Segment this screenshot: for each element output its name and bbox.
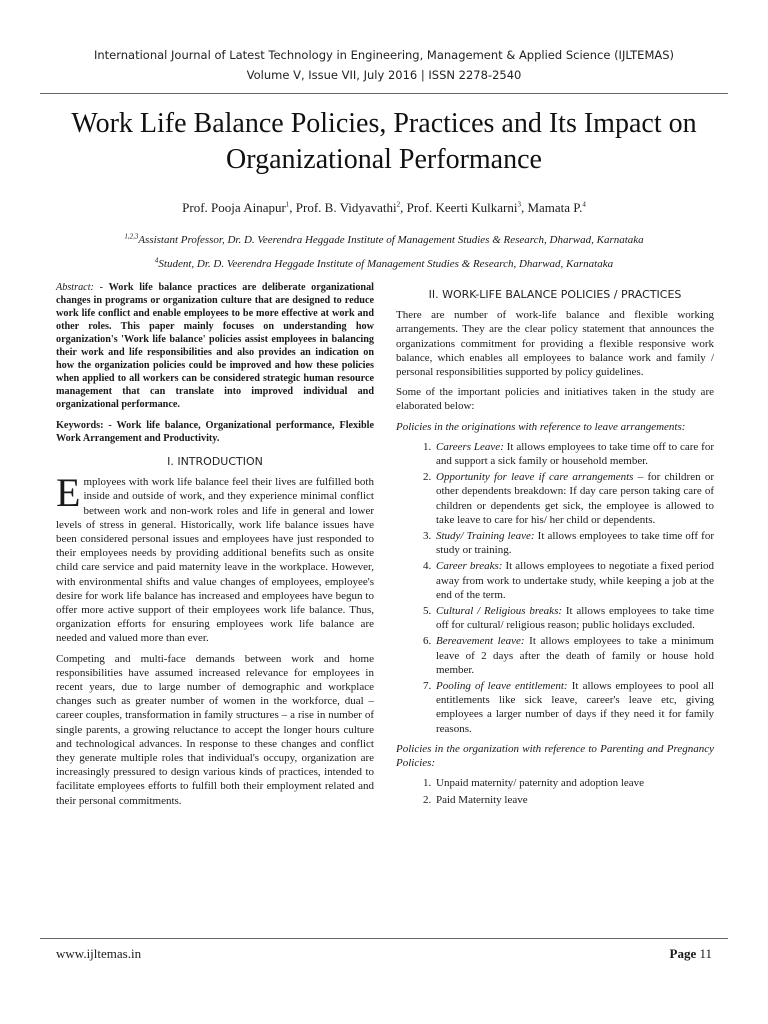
body-paragraph: Some of the important policies and initiatives taken in the study are elaborated below: xyxy=(396,386,714,413)
paper-title: Work Life Balance Policies, Practices and Its Impact on Organizational Performance xyxy=(71,108,697,175)
author: Prof. B. Vidyavathi$^2$, xyxy=(295,200,407,215)
list-item: 1. Careers Leave: It allows employees to take time off to care for and support a sick family or household member. xyxy=(434,440,714,468)
author-list xyxy=(0,200,768,216)
abstract: Abstract: - Work life balance practices are deliberate organizational changes in programs or organization culture that are designed to reduce work life conflict and enable employees to be more effective at work and other roles. This paper mainly focuses on understanding how organization's 'Work life balance' policies assist employees in balancing their work and life responsibilities and also provides an indication on how the organization policies could be improved and how these policies when applied to all workers can be considered strategic human resource management that can translate into improved individual and organizational performance. xyxy=(56,282,374,410)
subheading-parenting: Policies in the organization with reference to Parenting and Pregnancy Policies: xyxy=(396,742,714,770)
author: Prof. Keerti Kulkarni$^3$, xyxy=(406,200,528,215)
journal-issue: Volume V, Issue VII, July 2016 | ISSN 2278-2540 xyxy=(246,68,522,82)
leave-policy-list xyxy=(396,440,714,736)
list-item: 4. Career breaks: It allows employees to negotiate a fixed period away from work to undertake study, while keeping a job at the end of the term. xyxy=(434,559,714,602)
keywords: Keywords: - Work life balance, Organizational performance, Flexible Work Arrangement and Productivity. xyxy=(56,420,374,444)
parenting-policy-list xyxy=(396,776,714,806)
left-column xyxy=(56,281,374,814)
intro-paragraph: Employees with work life balance feel their lives are fulfilled both inside and outside of work, and they experience minimal conflict between work and non-work roles and life in general and lower levels of stress in general. Historically, work life balance issues have been considered personal issues and employees have just responded to their employees needs by providing additional benefits such as onsite child care service and paid maternity leave in the workplace. However, with environmental shifts and value changes of employees, employee's desire for work life balance has increased and employees have begun to offer more active support of their employees work life balance. Thus, organization efforts for ensuring employees work life balance are needed and valued more than ever. xyxy=(56,470,374,645)
subheading-leave: Policies in the originations with reference to leave arrangements: xyxy=(396,420,686,433)
list-item: 5. Cultural / Religious breaks: It allows employees to take time off for cultural/ religious reason; public holidays excluded. xyxy=(434,604,714,632)
affiliation: $^{1,2,3}$Assistant Professor, Dr. D. Veerendra Heggade Institute of Management Studies & Research, Dharwad, Karnataka xyxy=(124,232,644,246)
affiliation: $^4$Student, Dr. D. Veerendra Heggade Institute of Management Studies & Research, Dharwad, Karnataka xyxy=(154,256,614,270)
body-paragraph: There are number of work-life balance and flexible working arrangements. They are the clear policy statement that announces the organizations commitment for providing a flexible responsive work balance, which enables all employees to balance work and family / personal responsibilities supported by policy guidelines. xyxy=(396,309,714,379)
list-item: 6. Bereavement leave: It allows employees to take a minimum leave of 2 days after the death of family or house hold member. xyxy=(434,634,714,677)
list-item: 3. Study/ Training leave: It allows employees to take time off for study or training. xyxy=(434,529,714,557)
list-item: 7. Pooling of leave entitlement: It allows employees to pool all entitlements like sick leave, career's leave etc, giving employees a larger number of days if they need it for family reasons. xyxy=(434,679,714,736)
header-rule xyxy=(40,93,728,94)
right-column xyxy=(396,284,714,813)
footer-rule xyxy=(40,938,728,939)
list-item: 1. Unpaid maternity/ paternity and adoption leave xyxy=(434,776,714,790)
page-number: Page 11 xyxy=(669,946,712,961)
section-heading-introduction: I. INTRODUCTION xyxy=(167,455,263,468)
author: Prof. Pooja Ainapur$^1$, xyxy=(182,200,296,215)
author: Mamata P.$^4$ xyxy=(527,200,586,215)
intro-paragraph: Competing and multi-face demands between work and home responsibilities have assumed increased relevance for employees in recent years, due to large number of demographic and workplace changes such as greater number of women in the workforce, dual – career couples, transformation in family structures – a rise in number of single parents, a growing reluctance to accept the longer hours culture and technological advances. In response to these changes and conflict they generate multiple roles that individual's occupy, organization are increasingly pressured to design various kinds of practices, intended to facilitate employees efforts to fulfill both their employment related and their personal commitments. xyxy=(56,652,374,807)
journal-name: International Journal of Latest Technology in Engineering, Management & Applied Science (IJLTEMAS) xyxy=(93,48,675,62)
section-heading-policies: II. WORK-LIFE BALANCE POLICIES / PRACTICES xyxy=(428,288,682,301)
list-item: 2. Paid Maternity leave xyxy=(434,793,714,807)
journal-website-link[interactable]: www.ijltemas.in xyxy=(56,946,142,961)
list-item: 2. Opportunity for leave if care arrangements – for children or other dependents breakdown: If day care person taking care of children or dependents get sick, the employee is allowed to take leave to care for his/ her child or dependents. xyxy=(434,470,714,527)
drop-cap: E xyxy=(56,470,81,516)
